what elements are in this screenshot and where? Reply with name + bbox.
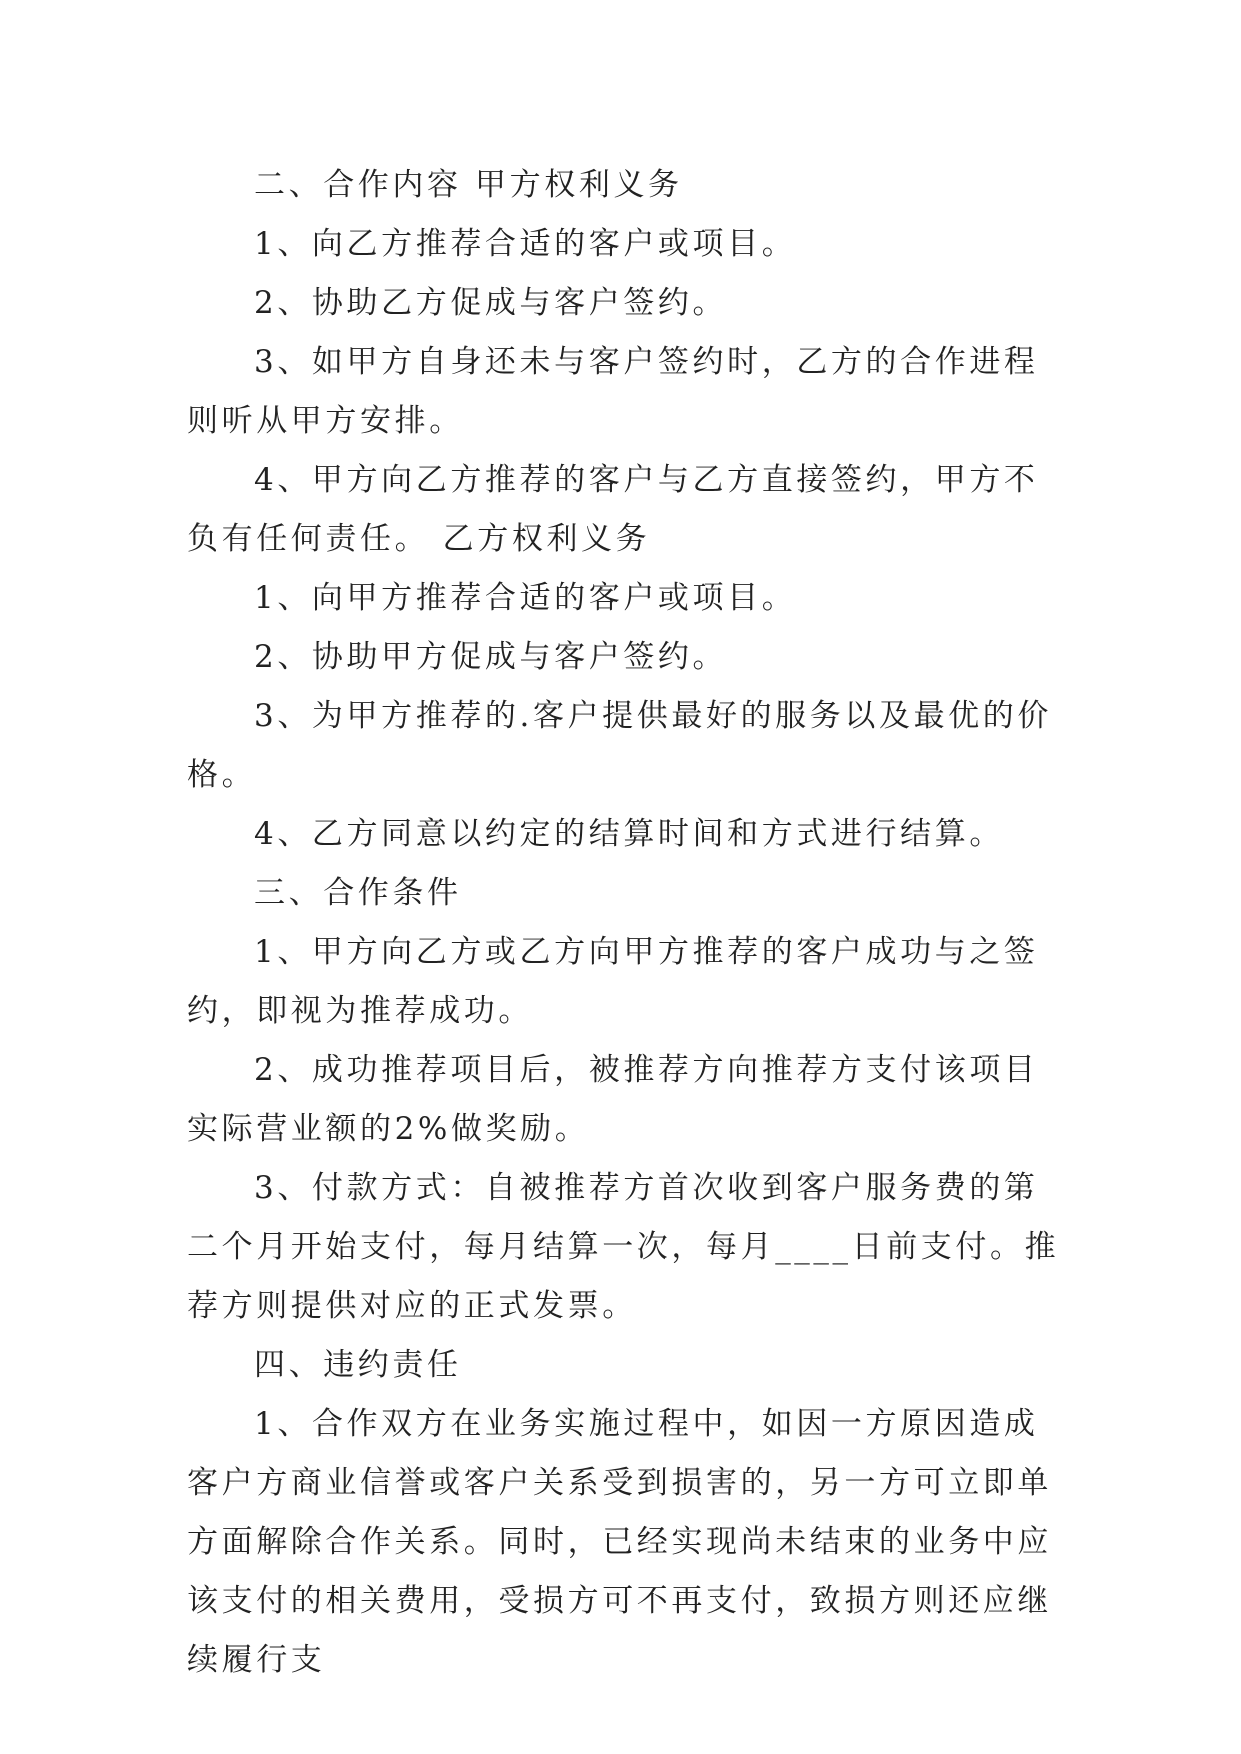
party-b-item-4: 4、乙方同意以约定的结算时间和方式进行结算。 (254, 816, 1004, 852)
party-b-item-1: 1、向甲方推荐合适的客户或项目。 (254, 580, 797, 616)
breach-item-1: 1、合作双方在业务实施过程中，如因一方原因造成客户方商业信誉或客户关系受到损害的，另一方可立即单方面解除合作关系。同时，已经实现尚未结束的业务中应该支付的相关费用，受损方可不再支付，致损方则还应继续履行支 (187, 1406, 1052, 1678)
party-a-item-1: 1、向乙方推荐合适的客户或项目。 (254, 226, 797, 262)
condition-item-3: 3、付款方式：自被推荐方首次收到客户服务费的第二个月开始支付，每月结算一次，每月____日前支付。推荐方则提供对应的正式发票。 (187, 1170, 1060, 1324)
section-heading-cooperation-content: 二、合作内容 甲方权利义务 (254, 167, 683, 203)
document-body (187, 156, 1067, 1690)
condition-item-1: 1、甲方向乙方或乙方向甲方推荐的客户成功与之签约，即视为推荐成功。 (187, 934, 1039, 1029)
section-heading-breach-liability: 四、违约责任 (254, 1347, 462, 1383)
party-a-item-2: 2、协助乙方促成与客户签约。 (254, 285, 728, 321)
condition-item-2: 2、成功推荐项目后，被推荐方向推荐方支付该项目实际营业额的2%做奖励。 (187, 1052, 1039, 1147)
section-heading-cooperation-conditions: 三、合作条件 (254, 875, 462, 911)
party-a-item-4: 4、甲方向乙方推荐的客户与乙方直接签约，甲方不负有任何责任。 乙方权利义务 (187, 462, 1039, 557)
party-b-item-3: 3、为甲方推荐的.客户提供最好的服务以及最优的价格。 (187, 698, 1052, 793)
party-b-item-2: 2、协助甲方促成与客户签约。 (254, 639, 728, 675)
party-a-item-3: 3、如甲方自身还未与客户签约时，乙方的合作进程则听从甲方安排。 (187, 344, 1039, 439)
